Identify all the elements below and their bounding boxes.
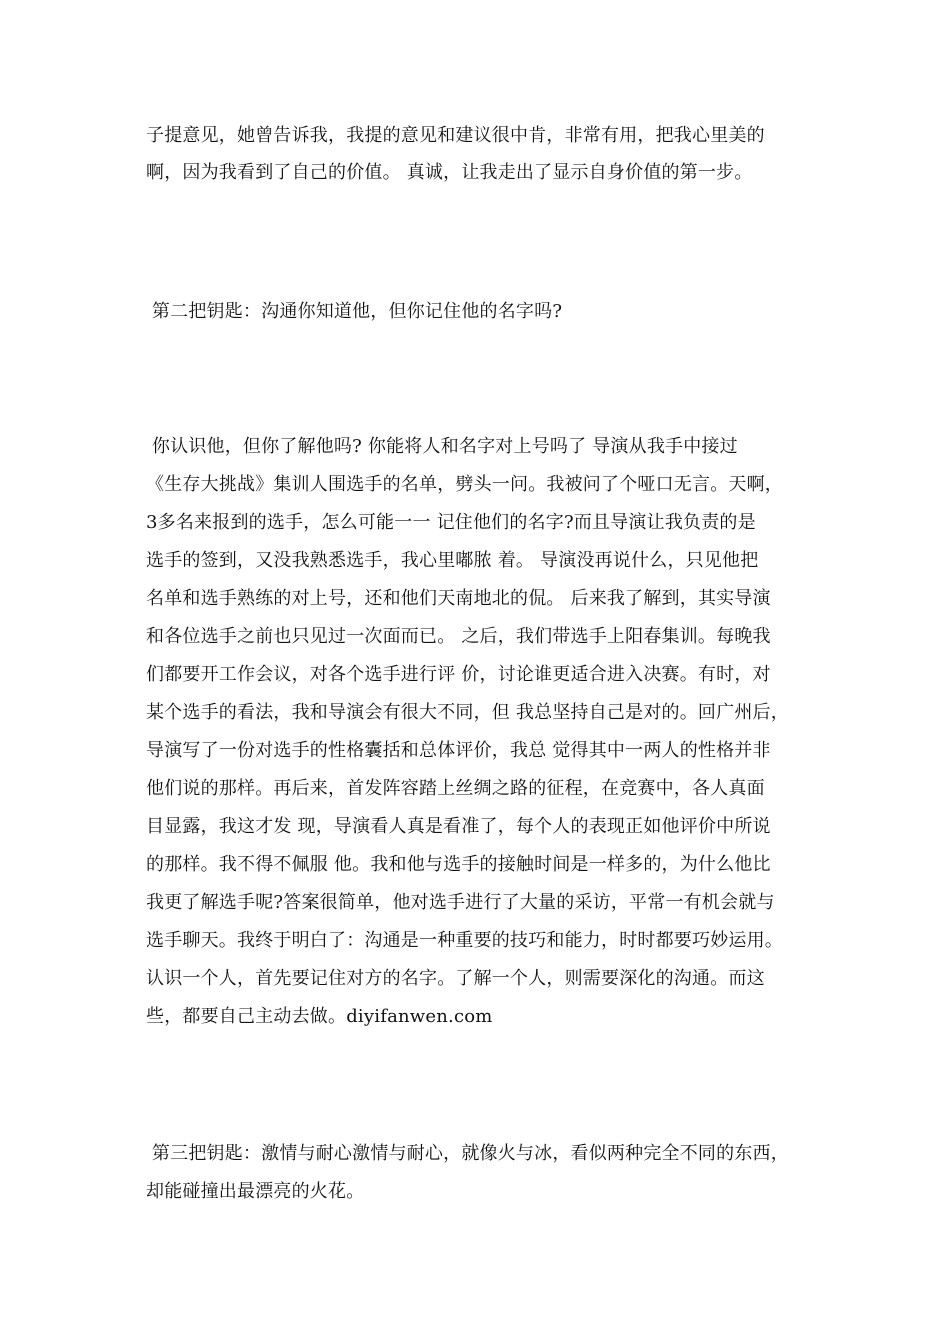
section-heading: 第二把钥匙：沟通你知道他，但你记住他的名字吗? [146,301,563,322]
paragraph-line: 却能碰撞出最漂亮的火花。 [146,1181,365,1202]
paragraph-line: 的那样。我不得不佩服 他。我和他与选手的接触时间是一样多的，为什么他比 [146,854,771,875]
paragraph-line: 他们说的那样。再后来，首发阵容踏上丝绸之路的征程，在竞赛中，各人真面 [146,778,765,799]
paragraph-line: 们都要开工作会议，对各个选手进行评 价，讨论谁更适合进入决赛。有时，对 [146,664,771,685]
paragraph-line: 你认识他，但你了解他吗? 你能将人和名字对上号吗了 导演从我手中接过 [146,436,738,457]
paragraph-line: 和各位选手之前也只见过一次面而已。 之后，我们带选手上阳春集训。每晚我 [146,626,771,647]
paragraph-line: 啊，因为我看到了自己的价值。 真诚，让我走出了显示自身价值的第一步。 [146,162,753,183]
paragraph-line: 选手的签到，又没我熟悉选手，我心里嘟脓 着。 导演没再说什么，只见他把 [146,550,759,571]
paragraph-line: 3多名来报到的选手，怎么可能一一 记住他们的名字?而且导演让我负责的是 [146,512,756,533]
paragraph-line: 我更了解选手呢?答案很简单，他对选手进行了大量的采访，平常一有机会就与 [146,892,775,913]
paragraph-line: 目显露，我这才发 现，导演看人真是看准了，每个人的表现正如他评价中所说 [146,816,771,837]
paragraph-line: 选手聊天。我终于明白了：沟通是一种重要的技巧和能力，时时都要巧妙运用。 [146,930,783,951]
paragraph-line: 《生存大挑战》集训人围选手的名单，劈头一问。我被问了个哑口无言。天啊， [146,474,783,495]
paragraph-line: 名单和选手熟练的对上号，还和他们天南地北的侃。 后来我了解到，其实导演 [146,588,771,609]
paragraph-line: 认识一个人，首先要记住对方的名字。了解一个人，则需要深化的沟通。而这 [146,968,765,989]
paragraph-line: 导演写了一份对选手的性格囊括和总体评价，我总 觉得其中一两人的性格并非 [146,740,771,761]
paragraph-line: 子提意见，她曾告诉我，我提的意见和建议很中肯，非常有用，把我心里美的 [146,125,765,146]
paragraph-line: 些，都要自己主动去做。diyifanwen.com [146,1006,493,1027]
section-heading: 第三把钥匙：激情与耐心激情与耐心，就像火与冰，看似两种完全不同的东西， [146,1143,789,1164]
paragraph-line: 某个选手的看法，我和导演会有很大不同，但 我总坚持自己是对的。回广州后， [146,702,789,723]
